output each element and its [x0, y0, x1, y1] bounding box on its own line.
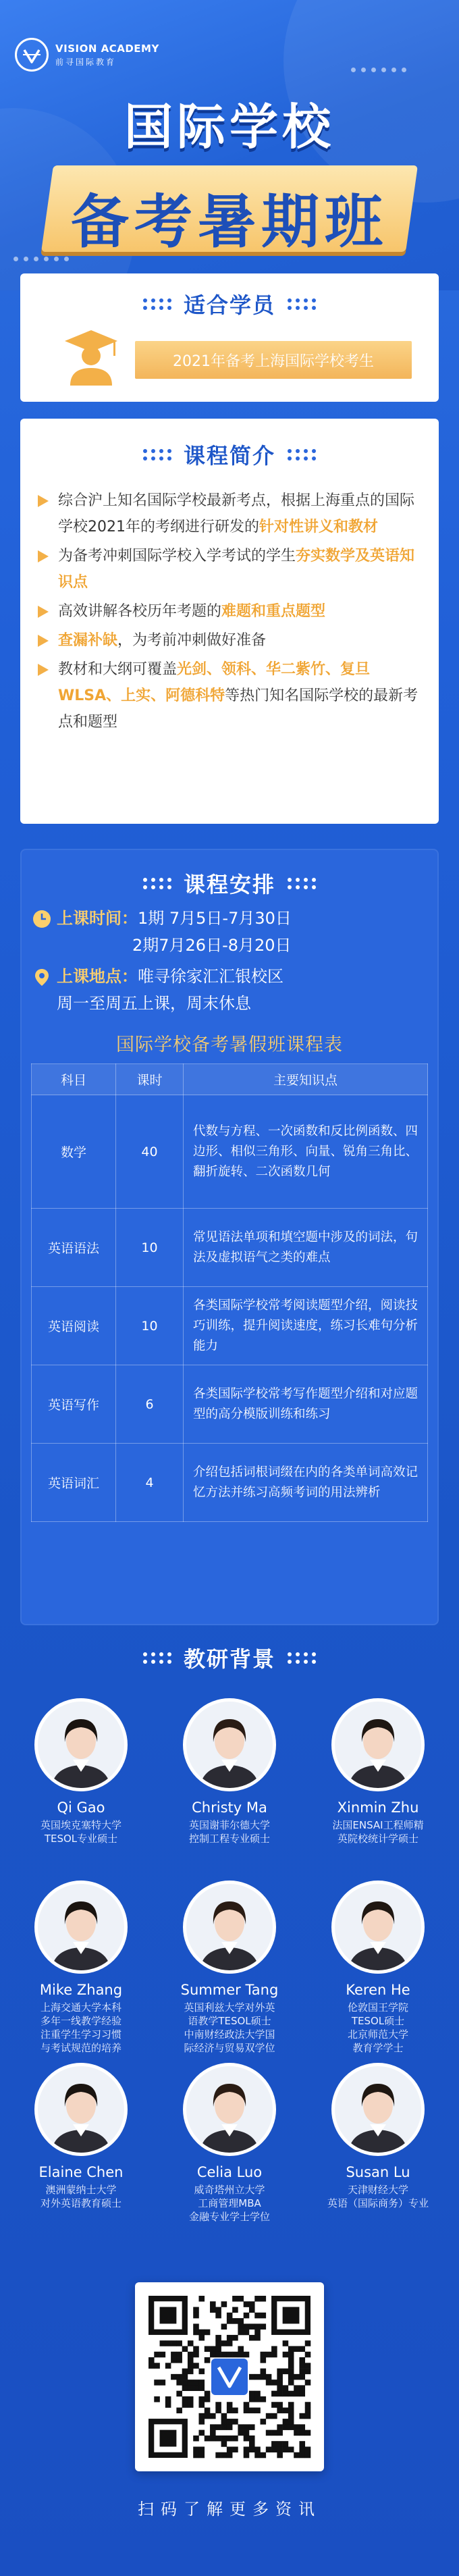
course-table-title: 国际学校备考暑假班课程表 — [116, 1034, 343, 1055]
table-cell-hours: 10 — [116, 1287, 184, 1365]
teacher-desc: 英国谢菲尔德大学 控制工程专业硕士 — [188, 1819, 270, 1845]
triangle-bullet-icon — [38, 635, 49, 647]
teacher-card — [7, 1881, 155, 2055]
teacher-name: Xinmin Zhu — [337, 1799, 419, 1816]
teacher-name: Christy Ma — [192, 1799, 267, 1816]
intro-card — [20, 419, 439, 824]
table-cell-hours: 4 — [116, 1444, 184, 1522]
intro-list — [38, 488, 423, 738]
teacher-name: Elaine Chen — [38, 2164, 124, 2180]
avatar — [34, 1881, 128, 1974]
teacher-card — [155, 2063, 304, 2224]
schedule-place: 上课地点：唯寻徐家汇汇银校区 — [57, 967, 284, 986]
avatar — [34, 1698, 128, 1791]
course-table — [31, 1063, 428, 1522]
teachers-section-title: 教研背景 — [0, 1642, 459, 1673]
table-cell-points: 介绍包括词根词缀在内的各类单词高效记忆方法并练习高频考词的用法辨析 — [184, 1444, 428, 1522]
schedule-panel — [20, 849, 439, 1625]
teacher-desc: 天津财经大学 英语（国际商务）专业 — [327, 2184, 429, 2209]
teacher-name: Mike Zhang — [39, 1982, 123, 1998]
intro-item: 查漏补缺，为考前冲刺做好准备 — [38, 627, 423, 654]
teacher-name: Qi Gao — [57, 1799, 105, 1816]
table-row — [32, 1287, 428, 1365]
teacher-desc: 澳洲蒙纳士大学 对外英语教育硕士 — [40, 2184, 122, 2209]
hero-title-line2: 备考暑期班 — [71, 188, 388, 256]
logo-mark-icon — [15, 38, 49, 72]
table-cell-subject: 数学 — [32, 1095, 116, 1209]
avatar — [331, 1698, 425, 1791]
hero-header — [0, 0, 459, 290]
intro-item: 教材和大纲可覆盖光剑、领科、华二紫竹、复旦WLSA、上实、阿德科特等热门知名国际学校的最新考点和题型 — [38, 656, 423, 735]
qr-code[interactable] — [135, 2282, 324, 2471]
triangle-bullet-icon — [38, 664, 49, 676]
clock-icon — [32, 910, 51, 928]
teacher-name: Celia Luo — [196, 2164, 263, 2180]
table-cell-hours: 10 — [116, 1209, 184, 1287]
table-header: 课时 — [116, 1064, 184, 1095]
triangle-bullet-icon — [38, 606, 49, 618]
teacher-name: Susan Lu — [346, 2164, 410, 2180]
table-header: 主要知识点 — [184, 1064, 428, 1095]
schedule-note: 周一至周五上课，周末休息 — [57, 994, 251, 1013]
table-cell-subject: 英语阅读 — [32, 1287, 116, 1365]
triangle-bullet-icon — [38, 550, 49, 562]
hero-title-line1: 国际学校 — [124, 99, 335, 155]
table-cell-points: 各类国际学校常考写作题型介绍和对应题型的高分模版训练和练习 — [184, 1365, 428, 1444]
brand-logo — [15, 38, 159, 72]
teacher-card — [304, 1881, 452, 2055]
table-cell-hours: 6 — [116, 1365, 184, 1444]
teacher-desc: 法国ENSAI工程师精 英院校统计学硕士 — [332, 1819, 424, 1845]
table-cell-points: 代数与方程、一次函数和反比例函数、四边形、相似三角形、向量、锐角三角比、翻折旋转、二次函数几何 — [184, 1095, 428, 1209]
avatar — [34, 2063, 128, 2156]
schedule-section-title: 课程安排 — [20, 868, 439, 899]
teacher-desc: 英国埃克塞特大学 TESOL专业硕士 — [40, 1819, 122, 1845]
teacher-desc: 上海交通大学本科 多年一线教学经验 注重学生学习习惯 与考试规范的培养 — [40, 2001, 122, 2054]
teacher-name: Keren He — [346, 1982, 410, 1998]
table-row — [32, 1365, 428, 1444]
intro-item: 高效讲解各校历年考题的难题和重点题型 — [38, 598, 423, 625]
qr-caption: 扫码了解更多资讯 — [138, 2500, 321, 2519]
graduate-icon — [61, 326, 122, 387]
intro-item: 为备考冲刺国际学校入学考试的学生夯实数学及英语知识点 — [38, 543, 423, 596]
table-cell-subject: 英语词汇 — [32, 1444, 116, 1522]
teacher-desc: 威奇塔州立大学 工商管理MBA 金融专业学士学位 — [188, 2184, 270, 2223]
table-cell-points: 常见语法单项和填空题中涉及的词法，句法及虚拟语气之类的难点 — [184, 1209, 428, 1287]
teacher-card — [7, 2063, 155, 2210]
audience-section-title: 适合学员 — [20, 288, 439, 319]
table-row — [32, 1444, 428, 1522]
hero-title-banner — [47, 165, 412, 256]
intro-item: 综合沪上知名国际学校最新考点，根据上海重点的国际学校2021年的考纲进行研发的针对性讲义和教材 — [38, 488, 423, 540]
avatar — [331, 1881, 425, 1974]
avatar — [183, 2063, 276, 2156]
teacher-desc: 伦敦国王学院 TESOL硕士 北京师范大学 教育学学士 — [347, 2001, 408, 2054]
table-cell-points: 各类国际学校常考阅读题型介绍，阅读技巧训练，提升阅读速度，练习长难句分析能力 — [184, 1287, 428, 1365]
teacher-grid — [0, 1637, 459, 2223]
brand-name-en: VISION ACADEMY — [55, 42, 159, 55]
avatar — [183, 1881, 276, 1974]
avatar — [331, 2063, 425, 2156]
teacher-card — [304, 1698, 452, 1845]
schedule-time: 上课时间：1期 7月5日-7月30日 — [57, 909, 292, 928]
teacher-card — [155, 1881, 304, 2055]
schedule-time-2: 2期7月26日-8月20日 — [132, 936, 292, 955]
table-cell-subject: 英语写作 — [32, 1365, 116, 1444]
audience-card — [20, 273, 439, 402]
teacher-card — [7, 1698, 155, 1845]
avatar — [183, 1698, 276, 1791]
table-row — [32, 1095, 428, 1209]
table-header: 科目 — [32, 1064, 116, 1095]
brand-name-cn: 前寻国际教育 — [55, 57, 117, 67]
location-pin-icon — [32, 968, 51, 987]
teacher-name: Summer Tang — [180, 1982, 279, 1998]
table-row — [32, 1209, 428, 1287]
triangle-bullet-icon — [38, 495, 49, 507]
table-cell-subject: 英语语法 — [32, 1209, 116, 1287]
decor-dots — [351, 68, 406, 72]
audience-badge: 2021年备考上海国际学校考生 — [135, 341, 412, 379]
table-cell-hours: 40 — [116, 1095, 184, 1209]
teacher-card — [304, 2063, 452, 2210]
teacher-card — [155, 1698, 304, 1845]
teacher-desc: 英国利兹大学对外英 语教学TESOL硕士 中南财经政法大学国 际经济与贸易双学位 — [184, 2001, 275, 2054]
intro-section-title: 课程简介 — [20, 439, 439, 470]
